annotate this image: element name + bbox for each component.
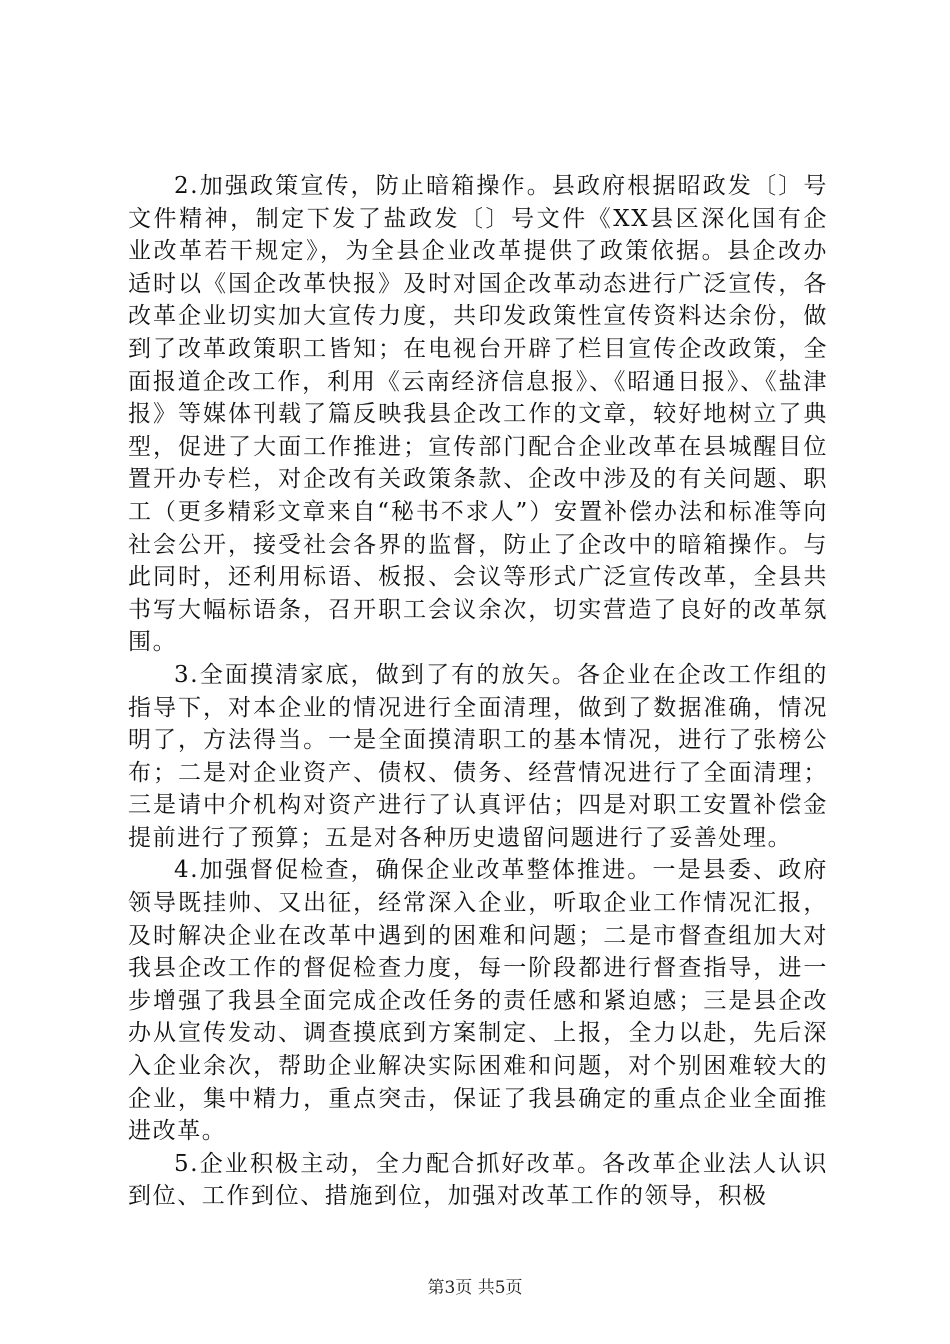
document-body — [128, 170, 828, 1213]
paragraph-asset-survey: 3.全面摸清家底，做到了有的放矢。各企业在企改工作组的指导下，对本企业的情况进行全面清理，做到了数据准确，情况明了，方法得当。一是全面摸清职工的基本情况，进行了张榜公布；二是对企业资产、债权、债务、经营情况进行了全面清理；三是请中介机构对资产进行了认真评估；四是对职工安置补偿金提前进行了预算；五是对各种历史遗留问题进行了妥善处理。 — [128, 661, 828, 851]
paragraph-supervision: 4.加强督促检查，确保企业改革整体推进。一是县委、政府领导既挂帅、又出征，经常深入企业，听取企业工作情况汇报，及时解决企业在改革中遇到的困难和问题；二是市督查组加大对我县企改工作的督促检查力度，每一阶段都进行督查指导，进一步增强了我县全面完成企改任务的责任感和紧迫感；三是县企改办从宣传发动、调查摸底到方案制定、上报，全力以赴，先后深入企业余次，帮助企业解决实际困难和问题，对个别困难较大的企业，集中精力，重点突击，保证了我县确定的重点企业全面推进改革。 — [128, 857, 828, 1145]
page-number-footer: 第3页 共5页 — [427, 1278, 523, 1298]
paragraph-enterprise-cooperation: 5.企业积极主动，全力配合抓好改革。各改革企业法人认识到位、工作到位、措施到位，加强对改革工作的领导，积极 — [128, 1150, 828, 1210]
paragraph-policy-publicity: 2.加强政策宣传，防止暗箱操作。县政府根据昭政发〔〕号文件精神，制定下发了盐政发〔〕号文件《XX县区深化国有企业改革若干规定》，为全县企业改革提供了政策依据。县企改办适时以《国企改革快报》及时对国企改革动态进行广泛宣传，各改革企业切实加大宣传力度，共印发政策性宣传资料达余份，做到了改革政策职工皆知；在电视台开辟了栏目宣传企改政策，全面报道企改工作，利用《云南经济信息报》、《昭通日报》、《盐津报》等媒体刊载了篇反映我县企改工作的文章，较好地树立了典型，促进了大面工作推进；宣传部门配合企业改革在县城醒目位置开办专栏，对企改有关政策条款、企改中涉及的有关问题、职工（更多精彩文章来自“秘书不求人”）安置补偿办法和标准等向社会公开，接受社会各界的监督，防止了企改中的暗箱操作。与此同时，还利用标语、板报、会议等形式广泛宣传改革，全县共书写大幅标语条，召开职工会议余次，切实营造了良好的改革氛围。 — [128, 173, 828, 656]
